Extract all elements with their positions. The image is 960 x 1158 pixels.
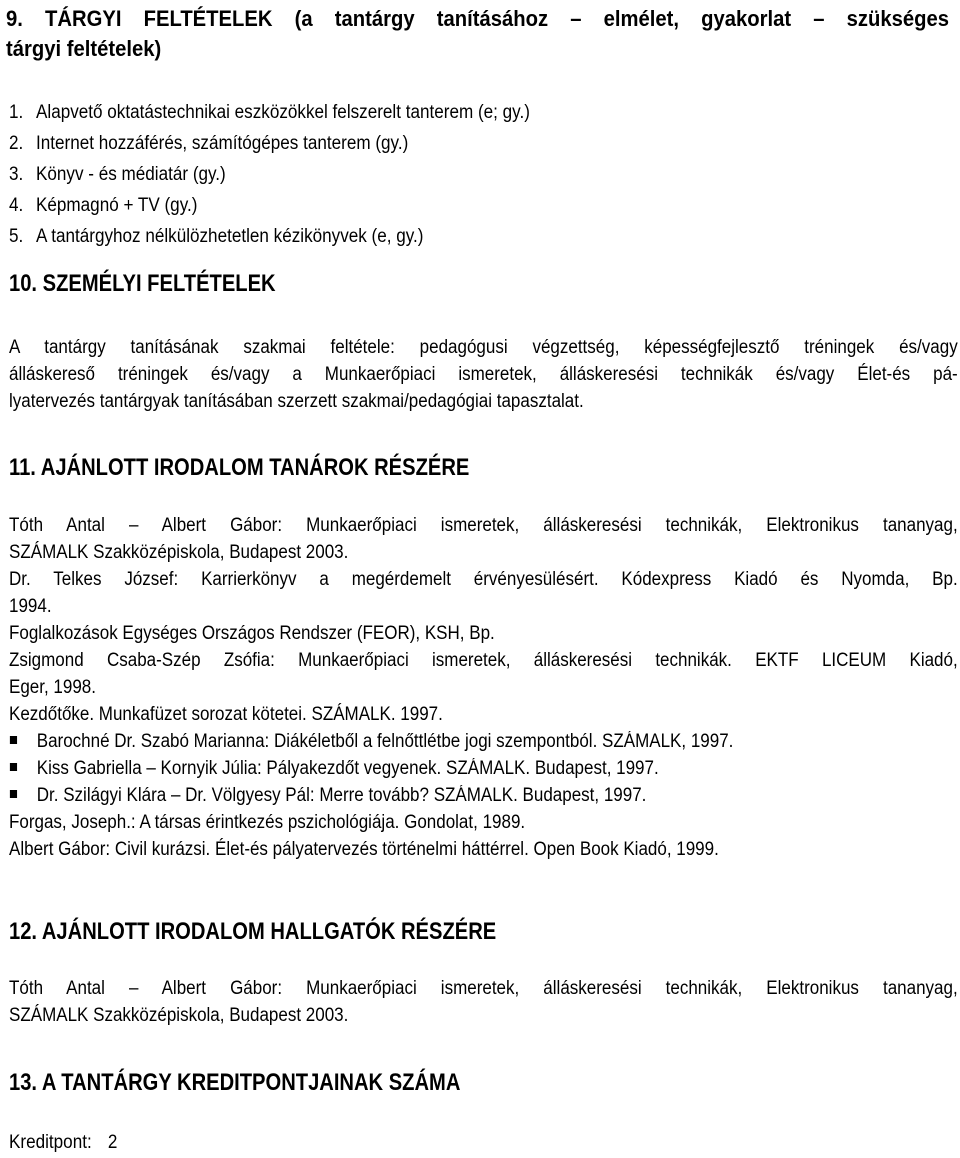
bullet-text: Dr. Szilágyi Klára – Dr. Völgyesy Pál: Merre tovább? SZÁMALK. Budapest, 1997. [36, 785, 647, 806]
section-11-bullet-list [9, 728, 818, 809]
section-9-list [9, 97, 588, 252]
bullet-text: Kiss Gabriella – Kornyik Júlia: Pályakezdőt vegyenek. SZÁMALK. Budapest, 1997. [36, 758, 659, 779]
reference-line: SZÁMALK Szakközépiskola, Budapest 2003. [9, 542, 349, 563]
reference-line: Forgas, Joseph.: A társas érintkezés pszichológiája. Gondolat, 1989. [9, 812, 526, 833]
credit-points-value: 2 [107, 1132, 118, 1153]
reference-line: SZÁMALK Szakközépiskola, Budapest 2003. [9, 1005, 349, 1026]
reference-line: Foglalkozások Egységes Országos Rendszer (FEOR), KSH, Bp. [9, 623, 495, 644]
reference-line: Zsigmond Csaba-Szép Zsófia: Munkaerőpiaci ismeretek, álláskeresési technikák. EKTF LICEUM Kiadó, [9, 650, 958, 671]
list-number: 4. [9, 195, 24, 216]
section-9-title-line-2: tárgyi feltételek) [6, 36, 162, 61]
section-9-title-line-1: 9. TÁRGYI FELTÉTELEK (a tantárgy tanításához – elmélet, gyakorlat – szükséges [6, 6, 949, 31]
section-10-paragraph [9, 334, 958, 415]
section-10-heading: 10. SZEMÉLYI FELTÉTELEK [9, 270, 276, 297]
paragraph-line: lyatervezés tantárgyak tanításában szerzett szakmai/pedagógiai tapasztalat. [9, 391, 584, 412]
list-item [9, 190, 530, 221]
section-11-heading: 11. AJÁNLOTT IRODALOM TANÁROK RÉSZÉRE [9, 454, 470, 481]
paragraph-line: álláskereső tréningek és/vagy a Munkaerőpiaci ismeretek, álláskeresési technikák és/vagy Élet-és pá- [9, 364, 958, 385]
list-number: 1. [9, 102, 24, 123]
reference-line: Dr. Telkes József: Karrierkönyv a megérdemelt érvényesülésért. Kódexpress Kiadó és Nyomda, Bp. [9, 569, 958, 590]
list-number: 3. [9, 164, 24, 185]
section-12-heading: 12. AJÁNLOTT IRODALOM HALLGATÓK RÉSZÉRE [9, 918, 497, 945]
list-item [9, 159, 530, 190]
list-text: Internet hozzáférés, számítógépes tanterem (gy.) [36, 133, 409, 154]
list-text: Alapvető oktatástechnikai eszközökkel felszerelt tanterem (e; gy.) [36, 102, 530, 123]
bullet-text: Barochné Dr. Szabó Marianna: Diákéletből a felnőttlétbe jogi szempontból. SZÁMALK, 1997. [36, 731, 734, 752]
section-9-heading [6, 4, 949, 64]
list-number: 5. [9, 226, 24, 247]
square-bullet-icon [10, 763, 17, 771]
square-bullet-icon [10, 790, 17, 798]
reference-line: Kezdőtőke. Munkafüzet sorozat kötetei. SZÁMALK. 1997. [9, 704, 443, 725]
bullet-item [9, 728, 733, 755]
list-item [9, 97, 530, 128]
bullet-item [9, 755, 733, 782]
section-12-references [9, 975, 958, 1029]
paragraph-line: A tantárgy tanításának szakmai feltétele: pedagógusi végzettség, képességfejlesztő tréningek és/vagy [9, 337, 958, 358]
reference-line: 1994. [9, 596, 52, 617]
list-text: Könyv - és médiatár (gy.) [36, 164, 226, 185]
section-11-references [9, 512, 958, 728]
reference-line: Tóth Antal – Albert Gábor: Munkaerőpiaci ismeretek, álláskeresési technikák, Elektronikus tananyag, [9, 978, 958, 999]
list-item [9, 128, 530, 159]
section-11-references-continued [9, 809, 958, 863]
reference-line: Albert Gábor: Civil kurázsi. Élet-és pályatervezés történelmi háttérrel. Open Book Kiadó, 1999. [9, 839, 719, 860]
list-number: 2. [9, 133, 24, 154]
reference-line: Eger, 1998. [9, 677, 96, 698]
square-bullet-icon [10, 736, 17, 744]
reference-line: Tóth Antal – Albert Gábor: Munkaerőpiaci ismeretek, álláskeresési technikák, Elektronikus tananyag, [9, 515, 958, 536]
list-item [9, 221, 530, 252]
list-text: A tantárgyhoz nélkülözhetetlen kézikönyvek (e, gy.) [36, 226, 424, 247]
section-13-heading: 13. A TANTÁRGY KREDITPONTJAINAK SZÁMA [9, 1069, 461, 1096]
credit-points [9, 1129, 117, 1156]
bullet-item [9, 782, 733, 809]
credit-points-label: Kreditpont: [9, 1132, 92, 1153]
list-text: Képmagnó + TV (gy.) [36, 195, 198, 216]
